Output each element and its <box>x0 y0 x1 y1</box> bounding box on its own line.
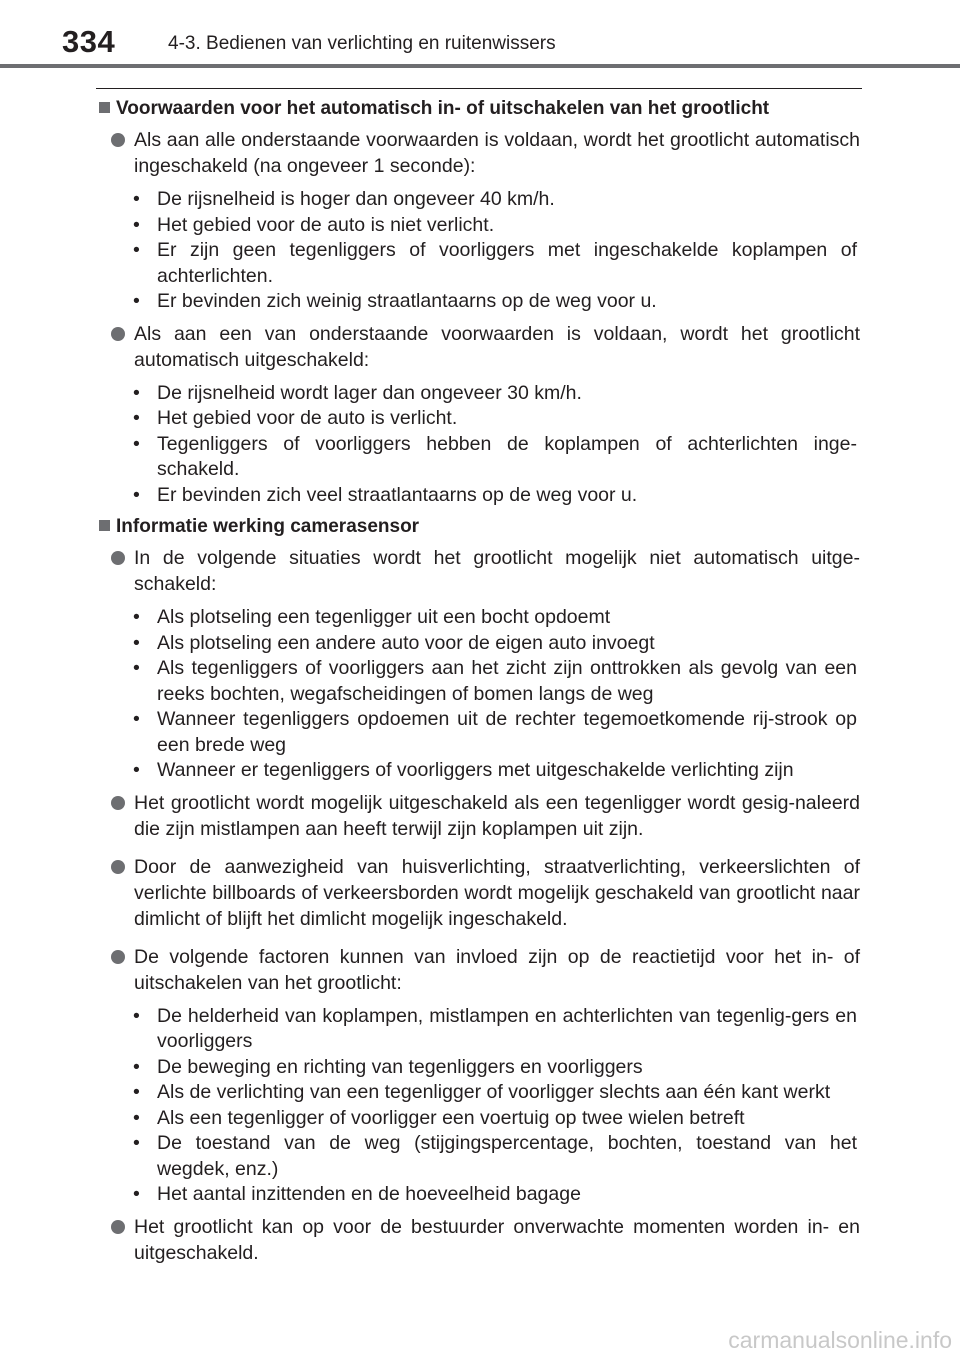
sub-list-item <box>133 1182 857 1208</box>
page-content <box>0 92 960 1278</box>
sub-list-item <box>133 1004 857 1055</box>
list-item <box>134 1214 860 1266</box>
sub-list-item <box>133 1055 857 1081</box>
sub-list <box>0 187 960 315</box>
list-item-text: Het grootlicht wordt mogelijk uitgeschakeld als een tegenligger wordt gesig-naleerd die zijn mistlampen aan heeft terwijl zijn koplampen uit zijn. <box>134 791 860 840</box>
bullet-icon: • <box>133 1081 140 1103</box>
sub-list-item-text: Als plotseling een tegenligger uit een bocht opdoemt <box>157 606 611 628</box>
circle-bullet-icon <box>111 327 125 341</box>
list-item-text: Het grootlicht kan op voor de bestuurder onverwachte momenten worden in- en uitgeschakeld. <box>134 1215 860 1264</box>
sub-list-item <box>133 1080 857 1106</box>
bullet-icon: • <box>133 1055 140 1078</box>
sub-list-item <box>133 432 857 483</box>
list-item-text: Als aan een van onderstaande voorwaarden is voldaan, wordt het grootlicht automatisch uitgeschakeld: <box>134 322 860 371</box>
sub-list-item <box>133 381 857 407</box>
header-rule <box>0 64 960 68</box>
circle-bullet-icon <box>111 950 125 964</box>
sub-list-item-text: Er bevinden zich veel straatlantaarns op de weg voor u. <box>157 483 638 506</box>
sub-list-item-text: Wanneer tegenliggers opdoemen uit de rechter tegemoetkomende rij-strook op een brede weg <box>157 708 857 756</box>
bullet-icon: • <box>133 657 140 679</box>
sub-list-item-text: Er bevinden zich weinig straatlantaarns op de weg voor u. <box>157 290 657 312</box>
sub-list-item-text: De helderheid van koplampen, mistlampen en achterlichten van tegenlig-gers en voorliggers <box>157 1004 857 1052</box>
square-bullet-icon <box>99 520 110 531</box>
sub-list <box>0 1004 960 1208</box>
list-item <box>134 854 860 932</box>
bullet-icon: • <box>133 631 140 654</box>
bullet-icon: • <box>133 759 140 781</box>
watermark: carmanualsonline.info <box>728 1327 952 1353</box>
section-heading <box>99 96 960 121</box>
sub-list-item <box>133 1131 857 1182</box>
bullet-icon: • <box>133 432 140 455</box>
page-number: 334 <box>62 24 116 59</box>
sub-list-item-text: Het gebied voor de auto is niet verlicht. <box>157 213 495 236</box>
section-heading-text: Informatie werking camerasensor <box>116 516 420 537</box>
sub-list-item-text: Het gebied voor de auto is verlicht. <box>157 407 458 429</box>
sub-list-item-text: Als een tegenligger of voorligger een voertuig op twee wielen betreft <box>157 1106 745 1129</box>
sub-list-item-text: De rijsnelheid is hoger dan ongeveer 40 km/h. <box>157 188 555 210</box>
bullet-icon: • <box>133 188 140 210</box>
section-heading-text: Voorwaarden voor het automatisch in- of uitschakelen van het grootlicht <box>116 98 770 119</box>
sub-list-item-text: Als de verlichting van een tegenligger of voorligger slechts aan één kant werkt <box>157 1081 831 1103</box>
bullet-icon: • <box>133 407 140 429</box>
list-item-text: Door de aanwezigheid van huisverlichting, straatverlichting, verkeerslichten of verlichte billboards of verkeersborden wordt mogelijk geschakeld van grootlicht naar dimlicht of blijft het dimlicht mogelijk ingeschakeld. <box>134 855 860 930</box>
sub-list-item-text: Wanneer er tegenliggers of voorliggers met uitgeschakelde verlichting zijn <box>157 759 794 781</box>
sub-list-item <box>133 631 857 657</box>
sub-list-item <box>133 605 857 631</box>
page-header <box>0 0 960 64</box>
bullet-icon: • <box>133 1106 140 1129</box>
sub-list-item <box>133 483 857 509</box>
list-item <box>134 321 860 373</box>
sub-list-item <box>133 1106 857 1132</box>
circle-bullet-icon <box>111 860 125 874</box>
circle-bullet-icon <box>111 1220 125 1234</box>
square-bullet-icon <box>99 102 110 113</box>
circle-bullet-icon <box>111 133 125 147</box>
bullet-icon: • <box>133 381 140 404</box>
sub-list-item-text: Als plotseling een andere auto voor de eigen auto invoegt <box>157 631 655 654</box>
bullet-icon: • <box>133 1132 140 1154</box>
sub-list-item <box>133 238 857 289</box>
sub-list-item-text: Er zijn geen tegenliggers of voorliggers met ingeschakelde koplampen of achterlichten. <box>157 239 857 287</box>
list-item <box>134 545 860 597</box>
sub-list-item <box>133 289 857 315</box>
bullet-icon: • <box>133 1183 140 1205</box>
sub-list-item <box>133 187 857 213</box>
sub-list-item <box>133 656 857 707</box>
section-heading <box>99 514 960 539</box>
bullet-icon: • <box>133 239 140 261</box>
circle-bullet-icon <box>111 551 125 565</box>
sub-list <box>0 605 960 784</box>
sub-list-item-text: De beweging en richting van tegenliggers en voorliggers <box>157 1055 643 1078</box>
content-top-rule <box>96 88 862 89</box>
section-title: 4-3. Bedienen van verlichting en ruitenwissers <box>168 33 556 54</box>
bullet-icon: • <box>133 213 140 236</box>
sub-list-item <box>133 707 857 758</box>
bullet-icon: • <box>133 1004 140 1027</box>
sub-list-item-text: Tegenliggers of voorliggers hebben de koplampen of achterlichten inge-schakeld. <box>157 432 857 480</box>
bullet-icon: • <box>133 708 140 730</box>
circle-bullet-icon <box>111 796 125 810</box>
sub-list <box>0 381 960 509</box>
bullet-icon: • <box>133 290 140 312</box>
sub-list-item-text: Het aantal inzittenden en de hoeveelheid bagage <box>157 1183 581 1205</box>
list-item-text: In de volgende situaties wordt het grootlicht mogelijk niet automatisch uitge-schakeld: <box>134 547 860 595</box>
sub-list-item-text: De rijsnelheid wordt lager dan ongeveer 30 km/h. <box>157 381 582 404</box>
sub-list-item <box>133 213 857 239</box>
sub-list-item-text: De toestand van de weg (stijgingspercentage, bochten, toestand van het wegdek, enz.) <box>157 1132 857 1180</box>
list-item-text: De volgende factoren kunnen van invloed zijn op de reactietijd voor het in- of uitschakelen van het grootlicht: <box>134 945 860 994</box>
list-item <box>134 790 860 842</box>
sub-list-item-text: Als tegenliggers of voorliggers aan het zicht zijn onttrokken als gevolg van een reeks bochten, wegafscheidingen of bomen langs de weg <box>157 657 857 705</box>
sub-list-item <box>133 406 857 432</box>
sub-list-item <box>133 758 857 784</box>
list-item <box>134 944 860 996</box>
list-item-text: Als aan alle onderstaande voorwaarden is voldaan, wordt het grootlicht automatisch ingeschakeld (na ongeveer 1 seconde): <box>134 129 860 177</box>
bullet-icon: • <box>133 483 140 506</box>
list-item <box>134 127 860 179</box>
bullet-icon: • <box>133 606 140 628</box>
